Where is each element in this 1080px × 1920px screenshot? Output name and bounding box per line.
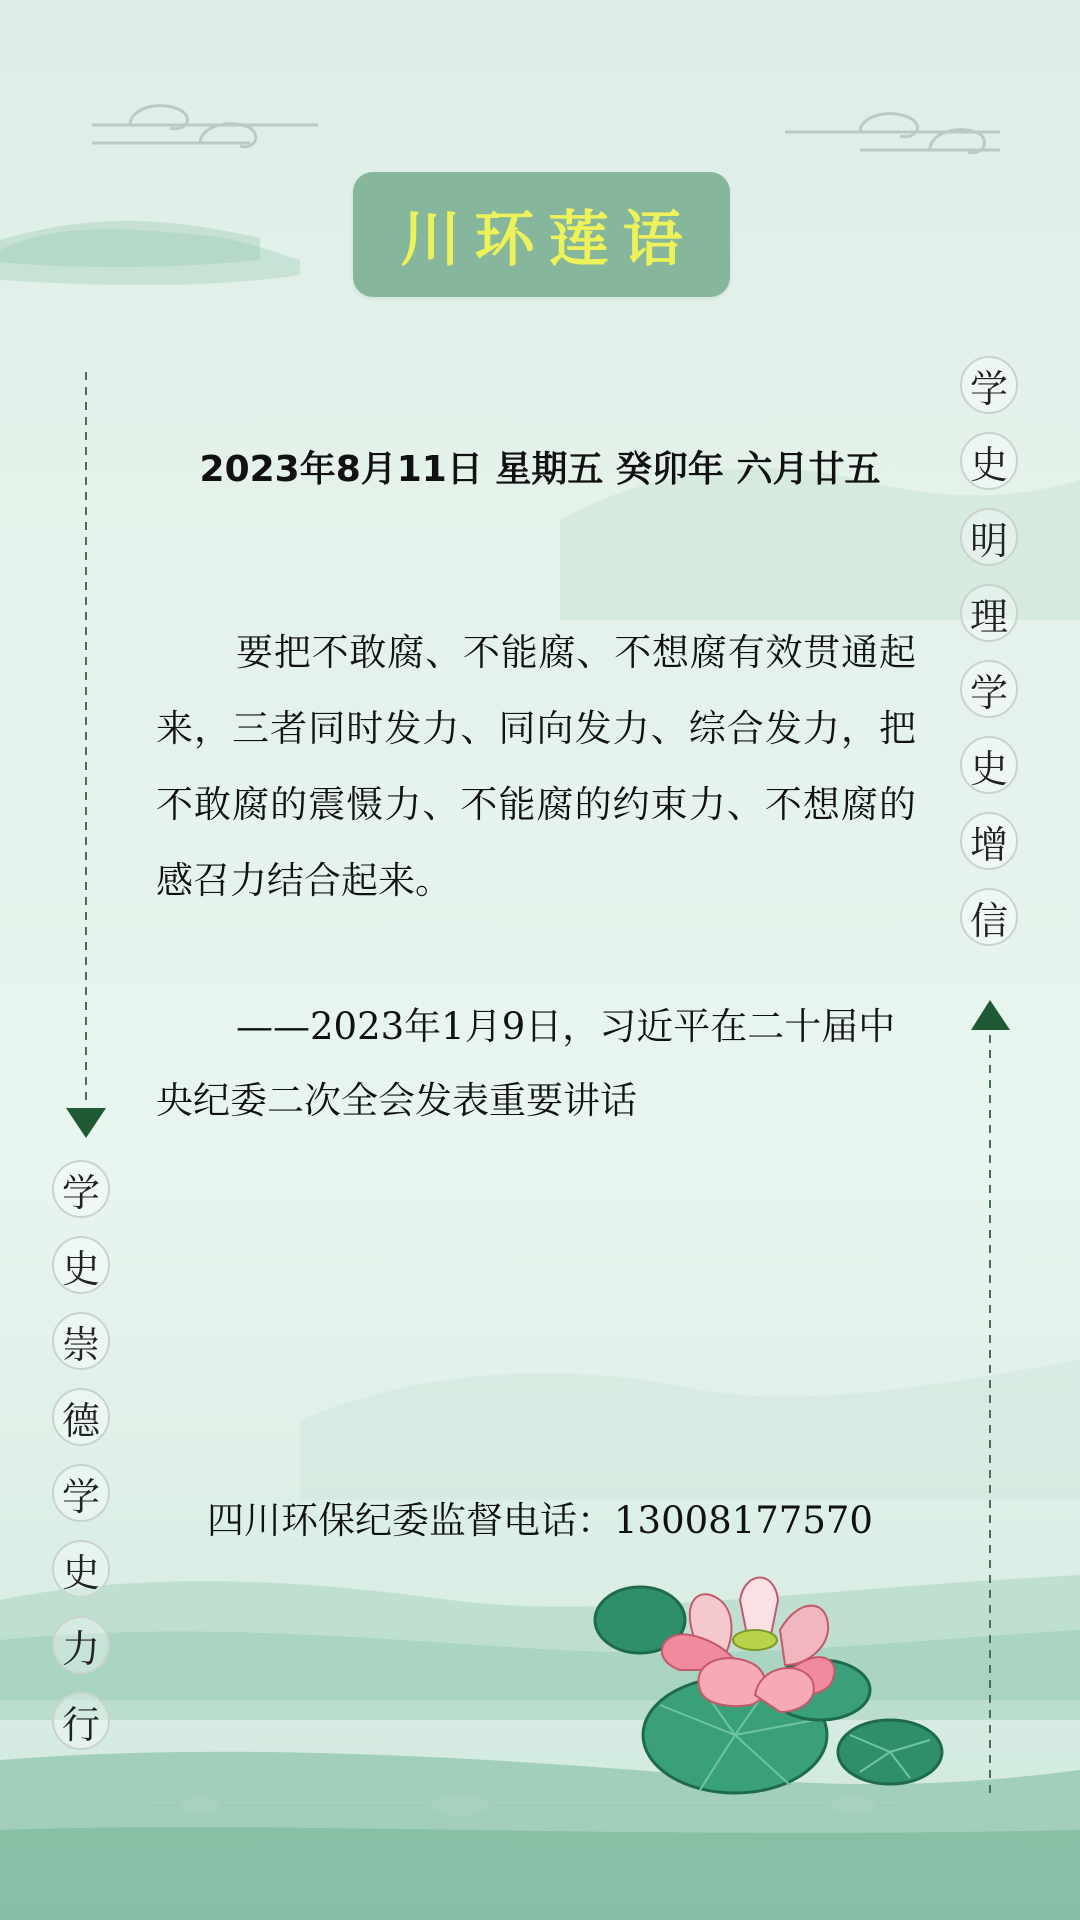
slogan-char: 学: [52, 1160, 110, 1218]
page-title: 川环莲语: [400, 204, 697, 275]
supervision-phone: 四川环保纪委监督电话：13008177570: [207, 1499, 873, 1542]
quote-text: 要把不敢腐、不能腐、不想腐有效贯通起来，三者同时发力、同向发力、综合发力，把不敢腐的震慑力、不能腐的约束力、不想腐的感召力结合起来。: [156, 631, 916, 902]
slogan-char: 学: [52, 1464, 110, 1522]
slogan-char: 史: [960, 736, 1018, 794]
slogan-char: 史: [52, 1540, 110, 1598]
slogan-char: 德: [52, 1388, 110, 1446]
slogan-char: 学: [960, 356, 1018, 414]
slogan-char: 力: [52, 1616, 110, 1674]
slogan-char: 学: [960, 660, 1018, 718]
date-line: 2023年8月11日 星期五 癸卯年 六月廿五: [199, 449, 881, 490]
slogan-char: 史: [960, 432, 1018, 490]
slogan-char: 史: [52, 1236, 110, 1294]
slogan-char: 理: [960, 584, 1018, 642]
slogan-char: 崇: [52, 1312, 110, 1370]
quote-source: ——2023年1月9日，习近平在二十届中央纪委二次全会发表重要讲话: [156, 1005, 896, 1122]
slogan-char: 信: [960, 888, 1018, 946]
slogan-char: 增: [960, 812, 1018, 870]
slogan-char: 行: [52, 1692, 110, 1750]
slogan-char: 明: [960, 508, 1018, 566]
